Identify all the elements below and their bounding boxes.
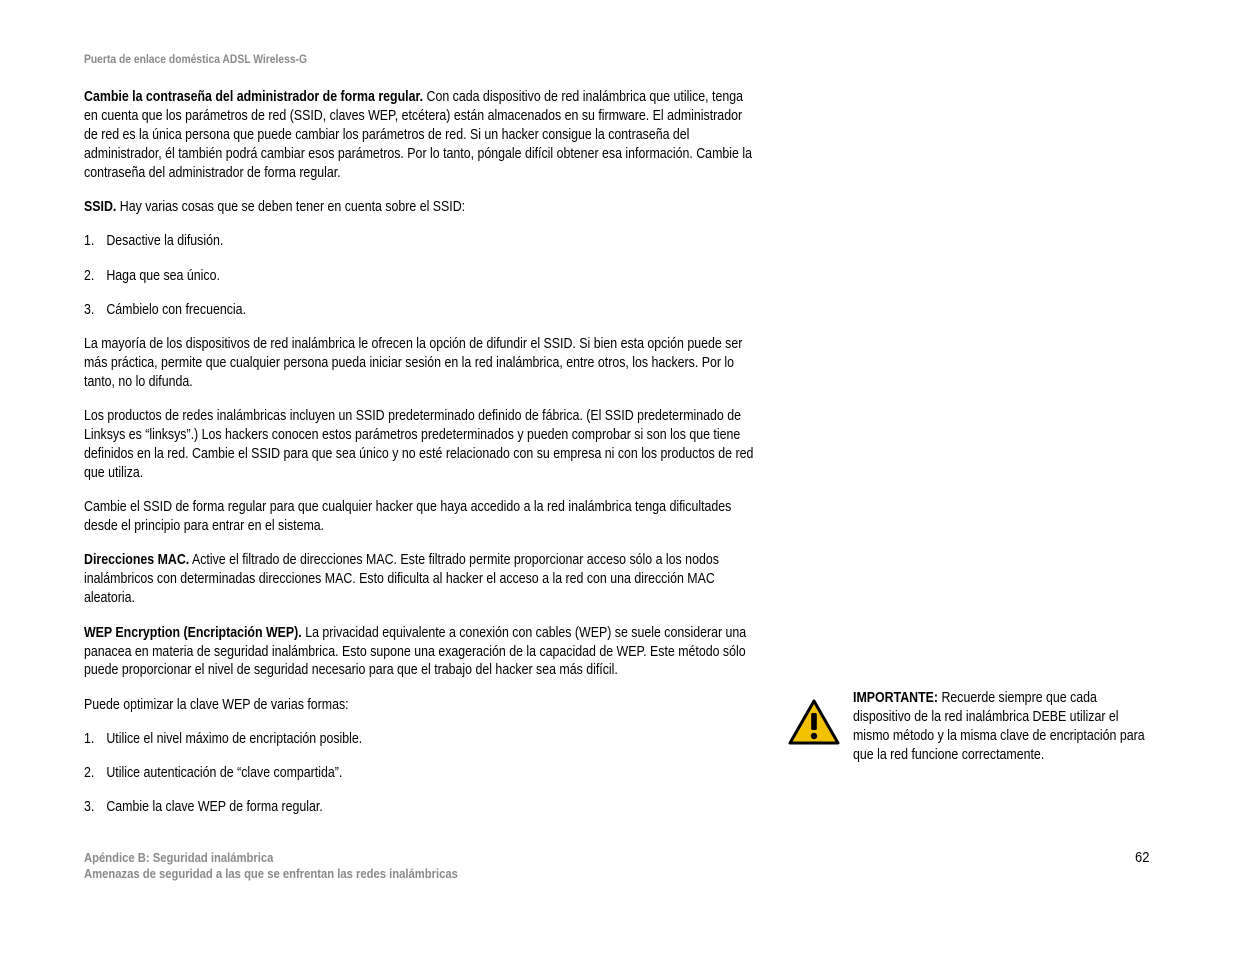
- note-body: Recuerde siempre que cada dispositivo de la red inalámbrica DEBE utilizar el mismo método y la misma clave de encriptación para que la red funcione correctamente.: [853, 690, 1145, 763]
- text-ssid: Hay varias cosas que se deben tener en cuenta sobre el SSID:: [116, 199, 466, 216]
- paragraph-admin-password: [84, 88, 757, 183]
- paragraph-mac: [84, 551, 757, 608]
- lead-admin-password: Cambie la contraseña del administrador de forma regular.: [84, 89, 424, 105]
- list-item: [84, 301, 757, 320]
- paragraph-broadcast: La mayoría de los dispositivos de red inalámbrica le ofrecen la opción de difundir el SSID. Si bien esta opción puede ser más práctica, permite que cualquier persona pueda iniciar sesión en la red inalámbrica, entre otros, los hackers. Por lo tanto, no lo difunda.: [84, 335, 743, 390]
- lead-ssid: SSID.: [84, 199, 117, 216]
- list-item: [84, 267, 757, 286]
- list-text: Utilice autenticación de “clave compartida”.: [106, 765, 343, 782]
- paragraph-ssid: [84, 198, 757, 217]
- paragraph-optimize: Puede optimizar la clave WEP de varias formas:: [84, 696, 349, 713]
- list-text: Utilice el nivel máximo de encriptación posible.: [106, 731, 363, 748]
- list-number: 2.: [84, 765, 95, 782]
- list-number: 1.: [84, 233, 95, 250]
- running-header: Puerta de enlace doméstica ADSL Wireless-G: [84, 52, 308, 66]
- note-text: [853, 689, 1148, 765]
- text-admin-password: Con cada dispositivo de red inalámbrica que utilice, tenga en cuenta que los parámetros de red (SSID, claves WEP, etcétera) están almacenados en su firmware. El administrador de red es la única persona que puede cambiar los parámetros de red. Si un hacker consigue la contraseña del administrador, él también podrá cambiar esos parámetros. Por lo tanto, póngale difícil obtener esa información. Cambie la contraseña del administrador de forma regular.: [84, 89, 752, 181]
- paragraph-default-ssid: Los productos de redes inalámbricas incluyen un SSID predeterminado definido de fábrica. (El SSID predeterminado de Linksys es “linksys”.) Los hackers conocen estos parámetros predeterminados y pueden comprobar si son los que tiene definidos en la red. Cambie el SSID para que sea único y no esté relacionado con su empresa ni con los productos de red que utiliza.: [84, 407, 754, 481]
- list-text: Haga que sea único.: [106, 267, 220, 284]
- list-item: [84, 730, 757, 749]
- footer-chapter: Apéndice B: Seguridad inalámbrica: [84, 851, 274, 865]
- footer: [84, 850, 458, 882]
- list-item: [84, 764, 757, 783]
- text-mac: Active el filtrado de direcciones MAC. Este filtrado permite proporcionar acceso sólo a los nodos inalámbricos con determinadas direcciones MAC. Esto dificulta al hacker el acceso a la red con una dirección MAC aleatoria.: [84, 552, 719, 607]
- list-text: Cámbielo con frecuencia.: [106, 301, 247, 318]
- main-content: [84, 88, 757, 833]
- footer-section: Amenazas de seguridad a las que se enfrentan las redes inalámbricas: [84, 867, 458, 881]
- list-text: Cambie la clave WEP de forma regular.: [106, 799, 323, 816]
- list-number: 1.: [84, 731, 95, 748]
- note-lead: IMPORTANTE:: [853, 690, 939, 706]
- warning-icon: [788, 699, 840, 745]
- page-number: 62: [1135, 850, 1150, 866]
- paragraph-wep: [84, 624, 757, 681]
- lead-wep: WEP Encryption (Encriptación WEP).: [84, 624, 302, 641]
- list-item: [84, 232, 757, 251]
- list-text: Desactive la difusión.: [106, 233, 224, 250]
- list-number: 3.: [84, 301, 95, 318]
- list-number: 2.: [84, 267, 95, 284]
- list-number: 3.: [84, 799, 95, 816]
- text-wep: La privacidad equivalente a conexión con cables (WEP) se suele considerar una panacea en materia de seguridad inalámbrica. Esto supone una exageración de la capacidad de WEP. Este método sólo puede proporcionar el nivel de seguridad necesario para que el trabajo del hacker sea más difícil.: [84, 624, 747, 679]
- paragraph-change-ssid: Cambie el SSID de forma regular para que cualquier hacker que haya accedido a la red inalámbrica tenga dificultades desde el principio para entrar en el sistema.: [84, 499, 732, 534]
- list-item: [84, 798, 757, 817]
- lead-mac: Direcciones MAC.: [84, 552, 190, 569]
